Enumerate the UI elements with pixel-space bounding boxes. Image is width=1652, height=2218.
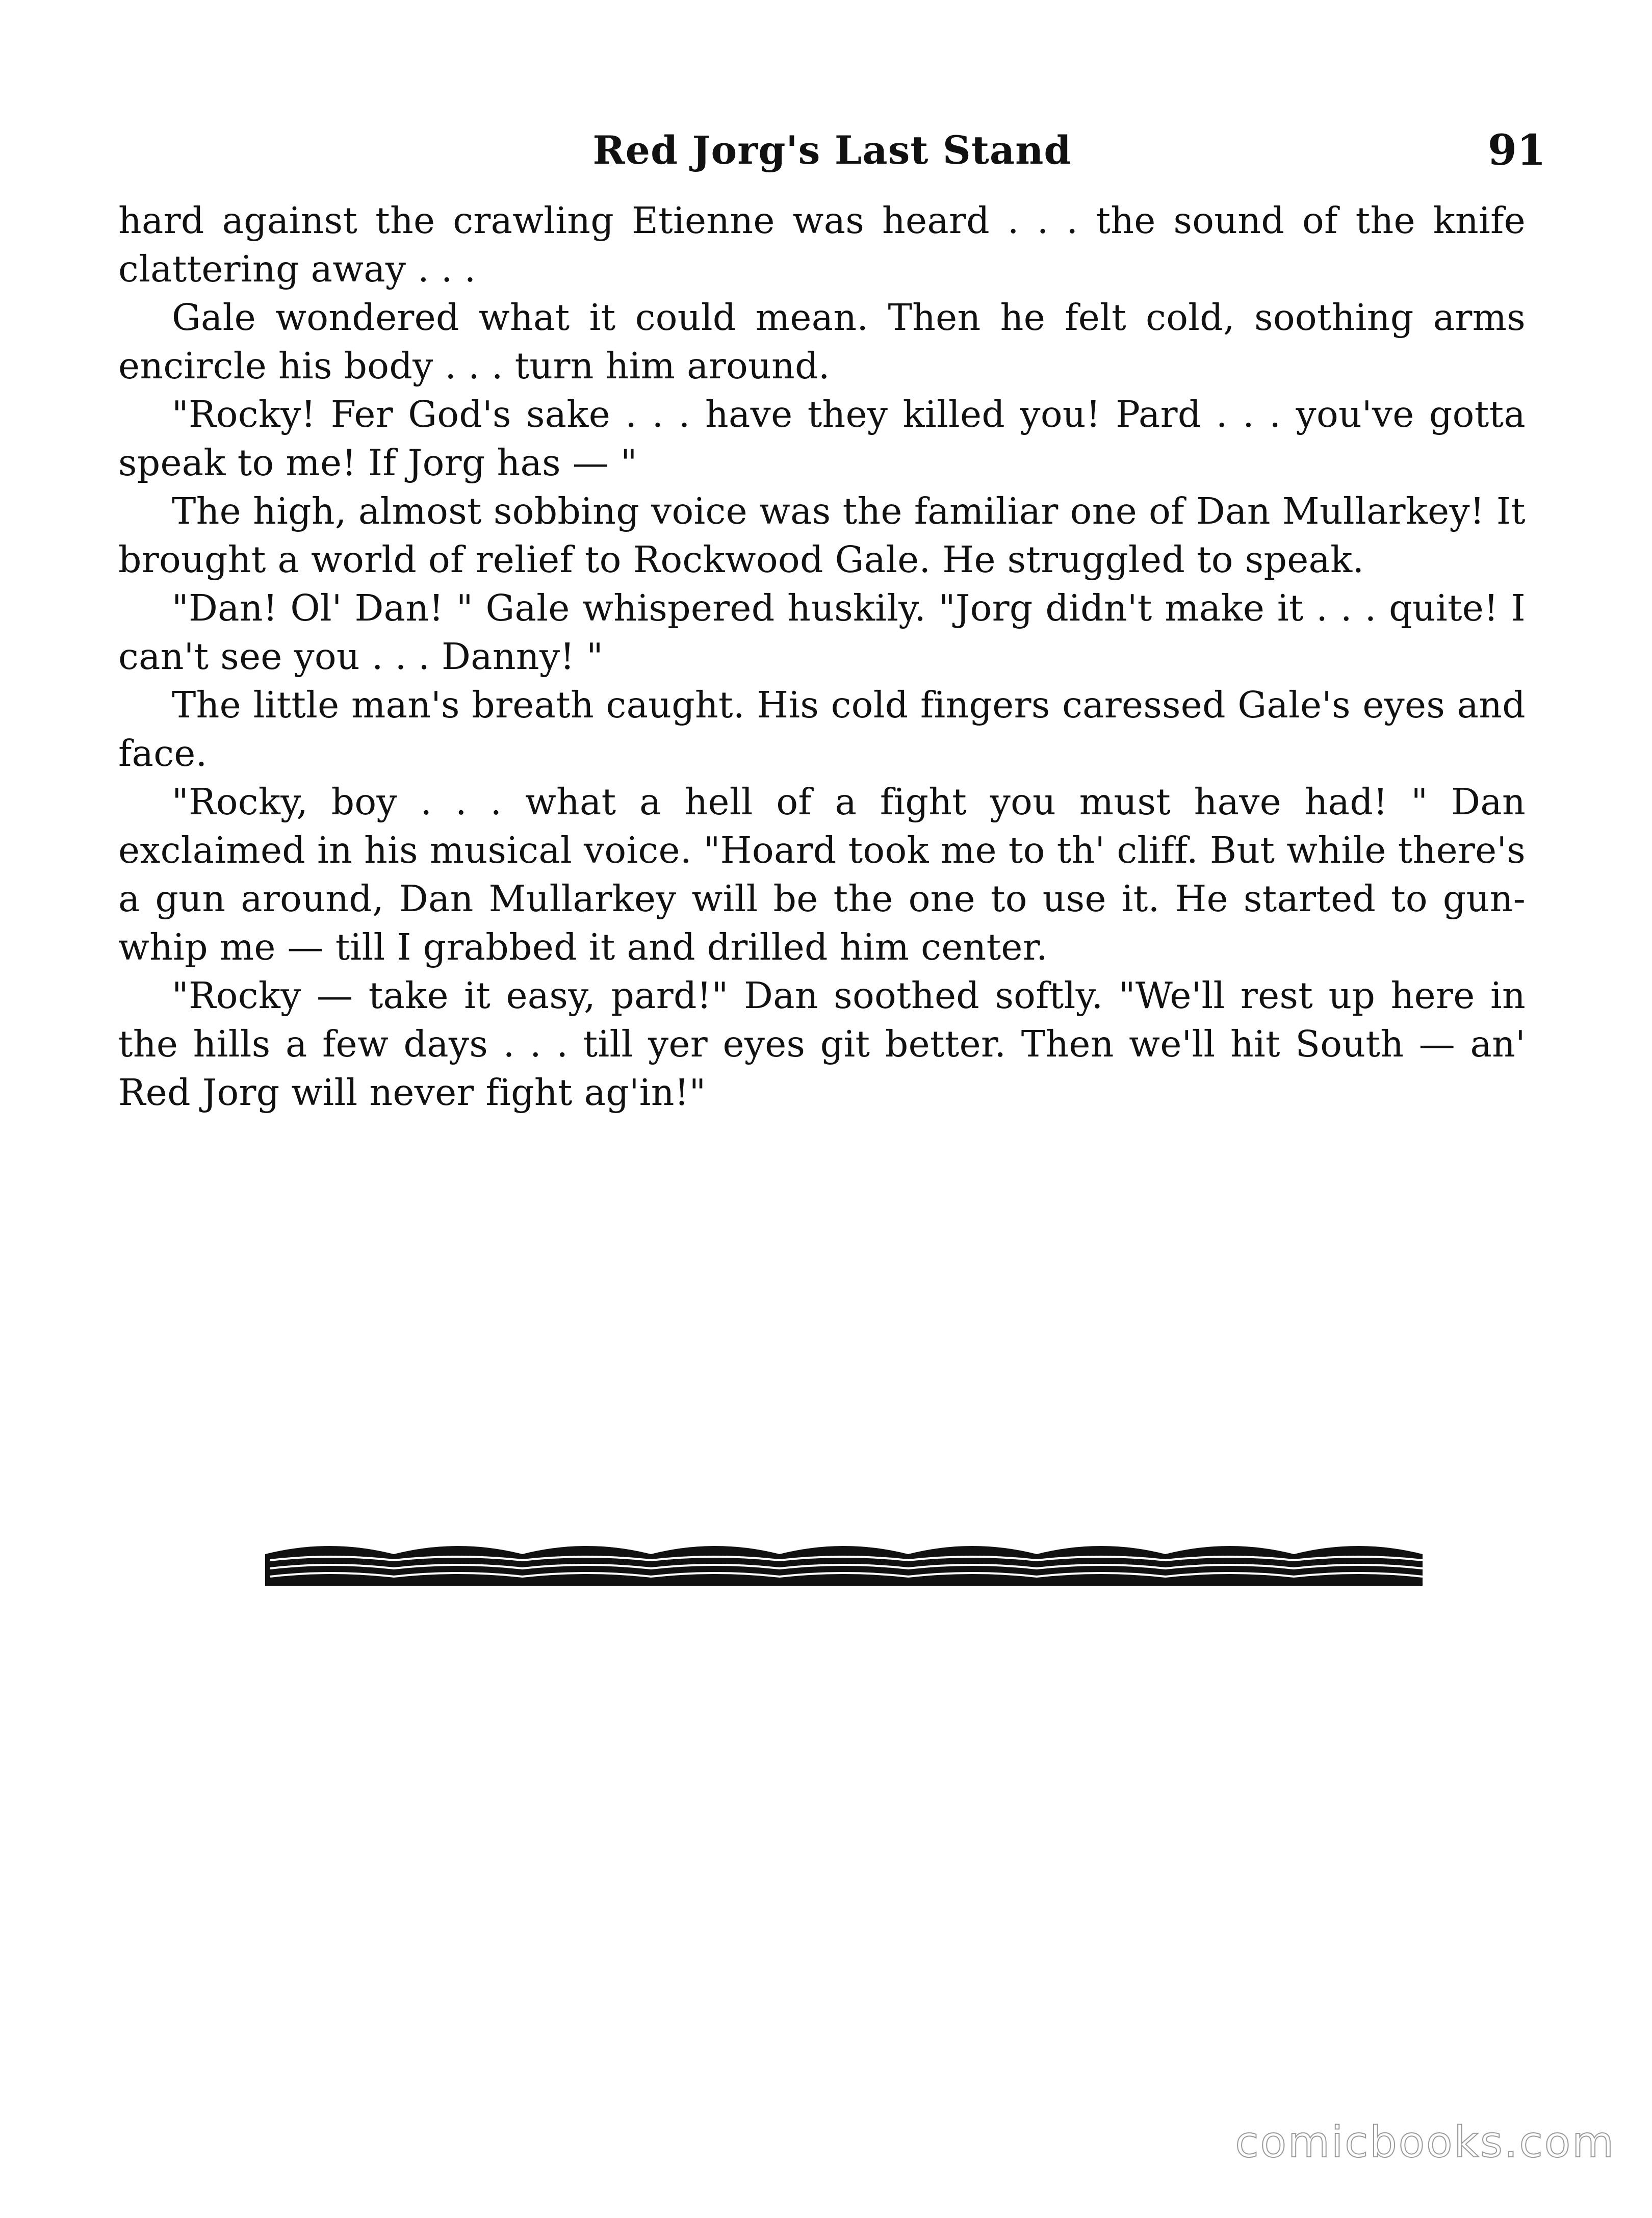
paragraph: "Rocky — take it easy, pard!" Dan soothed softly. "We'll rest up here in the hills a few days . . . till yer eyes git better. Then we'll hit South — an' Red Jorg will never fight ag'in!" (118, 974, 1526, 1114)
paragraph: The little man's breath caught. His cold fingers caressed Gale's eyes and face. (118, 684, 1526, 775)
paragraph: "Rocky, boy . . . what a hell of a fight you must have had! " Dan exclaimed in his musical voice. "Hoard took me to th' cliff. But while there's a gun around, Dan Mullarkey will be the one to use it. He started to gun-whip me — till I grabbed it and drilled him center. (118, 781, 1526, 968)
paragraph: "Rocky! Fer God's sake . . . have they killed you! Pard . . . you've gotta speak to me! If Jorg has — " (118, 393, 1526, 484)
running-title: Red Jorg's Last Stand (592, 127, 1072, 173)
page-number: 91 (1487, 126, 1546, 175)
paragraph: hard against the crawling Etienne was heard . . . the sound of the knife clattering away . . . (118, 199, 1526, 290)
paragraph: "Dan! Ol' Dan! " Gale whispered huskily. "Jorg didn't make it . . . quite! I can't see you . . . Danny! " (118, 587, 1526, 678)
watermark: comicbooks.com (1235, 2117, 1615, 2167)
wave-ornament-icon (265, 1535, 1423, 1591)
paragraph: Gale wondered what it could mean. Then he felt cold, soothing arms encircle his body . . . turn him around. (118, 296, 1526, 387)
running-head (118, 122, 1546, 178)
paragraph: The high, almost sobbing voice was the familiar one of Dan Mullarkey! It brought a world of relief to Rockwood Gale. He struggled to speak. (118, 490, 1526, 581)
body-text (118, 196, 1526, 1117)
